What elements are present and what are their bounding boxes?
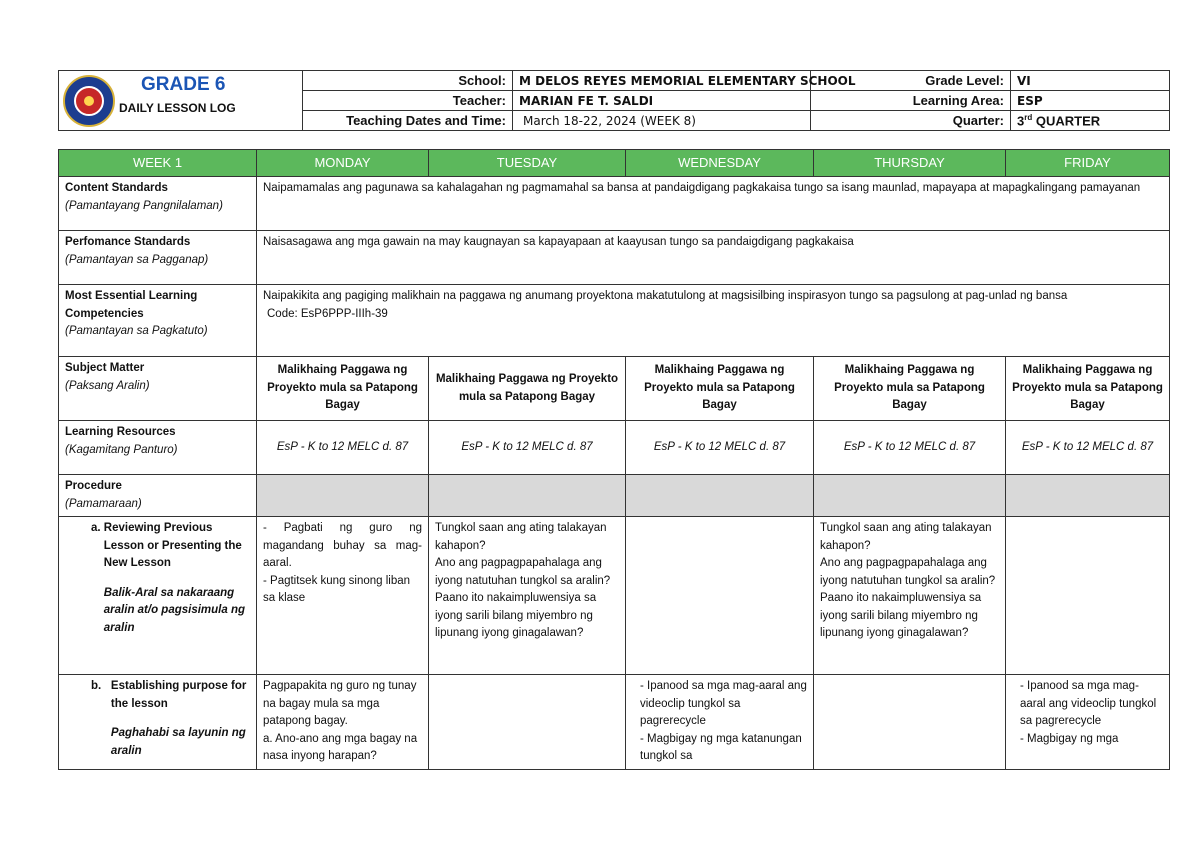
learning-resources-monday: EsP - K to 12 MELC d. 87 [257,421,429,475]
subject-matter-thursday: Malikhaing Paggawa ng Proyekto mula sa Patapong Bagay [814,357,1006,421]
subject-matter-label: Subject Matter [65,362,145,374]
melc-sub: (Pamantayan sa Pagkatuto) [65,325,208,337]
content-standards-text: Naipamamalas ang pagunawa sa kahalagahan ng pagmamahal sa bansa at pandaigdigang pagkakaisa tungo sa isang maunlad, mapayapa at mapagkalingang pamayanan [257,177,1170,231]
lesson-log-table [58,149,1170,770]
step-a-row [59,517,1170,675]
step-a-tuesday: Tungkol saan ang ating talakayan kahapon? Ano ang pagpagpapahalaga ang iyong natutuhan tungkol sa aralin? Paano ito nakaimpluwensiya sa iyong sarili bilang miyembro ng lipunang iyong ginagalawan? [429,517,626,675]
performance-standards-sub: (Pamantayan sa Pagganap) [65,253,209,266]
learning-resources-wednesday: EsP - K to 12 MELC d. 87 [626,421,814,475]
step-b-wednesday-questions: - Magbigay ng mga katanungan tungkol sa [640,732,802,762]
procedure-label-cell [59,475,257,517]
subject-matter-label-cell [59,357,257,421]
procedure-wednesday [626,475,814,517]
content-standards-sub: (Pamantayang Pangnilalaman) [65,199,223,212]
step-a-thursday: Tungkol saan ang ating talakayan kahapon? Ano ang pagpagpapahalaga ang iyong natutuhan tungkol sa aralin? Paano ito nakaimpluwensiya sa iyong sarili bilang miyembro ng lipunang iyong ginagalawan? [814,517,1006,675]
procedure-monday [257,475,429,517]
step-b-wednesday [626,675,814,770]
performance-standards-label: Perfomance Standards [65,236,191,248]
header-table [58,70,1170,131]
melc-label: Most Essential Learning Competencies [65,290,198,320]
grade-level-value: VI [1011,71,1170,91]
subject-matter-friday: Malikhaing Paggawa ng Proyekto mula sa Patapong Bagay [1006,357,1170,421]
teacher-value: MARIAN FE T. SALDI [513,91,811,111]
step-b-label-cell [59,675,257,770]
step-b-friday [1006,675,1170,770]
step-b-letter: b. [91,680,102,692]
step-a-letter: a. [91,522,101,534]
performance-standards-row [59,231,1170,285]
procedure-sub: (Pamamaraan) [65,497,142,510]
col-thursday: THURSDAY [814,150,1006,177]
step-a-monday-attendance: - Pagtitsek kung sinong liban sa klase [263,574,411,604]
teacher-label: Teacher: [303,91,513,111]
dates-value: March 18-22, 2024 (WEEK 8) [513,111,811,131]
melc-text-cell [257,285,1170,357]
learning-resources-sub: (Kagamitang Panturo) [65,443,178,456]
step-b-wednesday-video: - Ipanood sa mga mag-aaral ang videoclip tungkol sa pagrerecycle [640,680,807,727]
step-a-wednesday [626,517,814,675]
content-standards-row [59,177,1170,231]
learning-area-label: Learning Area: [811,91,1011,111]
col-friday: FRIDAY [1006,150,1170,177]
learning-resources-label-cell [59,421,257,475]
grade-title: GRADE 6 [141,74,226,95]
step-b-row [59,675,1170,770]
subject-matter-sub: (Paksang Aralin) [65,379,150,392]
content-standards-label-cell [59,177,257,231]
procedure-tuesday [429,475,626,517]
col-monday: MONDAY [257,150,429,177]
step-b-friday-questions: - Magbigay ng mga [1020,732,1119,745]
subject-matter-row [59,357,1170,421]
learning-resources-row [59,421,1170,475]
col-week: WEEK 1 [59,150,257,177]
melc-text: Naipakikita ang pagiging malikhain na paggawa ng anumang proyektona makatutulong at magsisilbing inspirasyon tungo sa pagsulong at pag-unlad ng bansa [263,290,1068,302]
quarter-value: 3rd QUARTER [1011,111,1170,131]
step-a-monday [257,517,429,675]
step-b-thursday [814,675,1006,770]
melc-row [59,285,1170,357]
dll-subtitle: DAILY LESSON LOG [119,101,236,115]
step-b-title: Establishing purpose for the lesson [110,680,247,710]
step-a-friday [1006,517,1170,675]
subject-matter-wednesday: Malikhaing Paggawa ng Proyekto mula sa Patapong Bagay [626,357,814,421]
step-b-tuesday [429,675,626,770]
table-header-row [59,150,1170,177]
melc-code: Code: EsP6PPP-IIIh-39 [267,307,388,320]
performance-standards-label-cell [59,231,257,285]
procedure-row [59,475,1170,517]
step-a-monday-greeting: - Pagbati ng guro ng magandang buhay sa mag-aaral. [263,522,422,569]
col-tuesday: TUESDAY [429,150,626,177]
quarter-label: Quarter: [811,111,1011,131]
step-b-sub: Paghahabi sa layunin ng aralin [110,727,246,757]
procedure-thursday [814,475,1006,517]
col-wednesday: WEDNESDAY [626,150,814,177]
learning-resources-friday: EsP - K to 12 MELC d. 87 [1006,421,1170,475]
learning-resources-label: Learning Resources [65,426,176,438]
step-a-sub: Balik-Aral sa nakaraang aralin at/o pagsisimula ng aralin [103,586,246,634]
subject-matter-tuesday: Malikhaing Paggawa ng Proyekto mula sa Patapong Bagay [429,357,626,421]
step-b-monday: Pagpapakita ng guro ng tunay na bagay mula sa mga patapong bagay. a. Ano-ano ang mga bagay na nasa inyong harapan? [257,675,429,770]
performance-standards-text: Naisasagawa ang mga gawain na may kaugnayan sa kapayapaan at kaayusan tungo sa pandaigdigang pagkakaisa [257,231,1170,285]
procedure-label: Procedure [65,480,122,492]
learning-resources-thursday: EsP - K to 12 MELC d. 87 [814,421,1006,475]
step-a-title: Reviewing Previous Lesson or Presenting the New Lesson [103,522,242,569]
content-standards-label: Content Standards [65,182,168,194]
procedure-friday [1006,475,1170,517]
learning-resources-tuesday: EsP - K to 12 MELC d. 87 [429,421,626,475]
school-label: School: [303,71,513,91]
school-value: M DELOS REYES MEMORIAL ELEMENTARY SCHOOL [513,71,811,91]
step-b-friday-video: - Ipanood sa mga mag-aaral ang videoclip tungkol sa pagrerecycle [1020,680,1157,727]
subject-matter-monday: Malikhaing Paggawa ng Proyekto mula sa Patapong Bagay [257,357,429,421]
header-brand [59,71,303,131]
melc-label-cell [59,285,257,357]
deped-seal-icon [63,75,115,127]
dates-label: Teaching Dates and Time: [303,111,513,131]
grade-level-label: Grade Level: [811,71,1011,91]
learning-area-value: ESP [1011,91,1170,111]
step-a-label-cell [59,517,257,675]
